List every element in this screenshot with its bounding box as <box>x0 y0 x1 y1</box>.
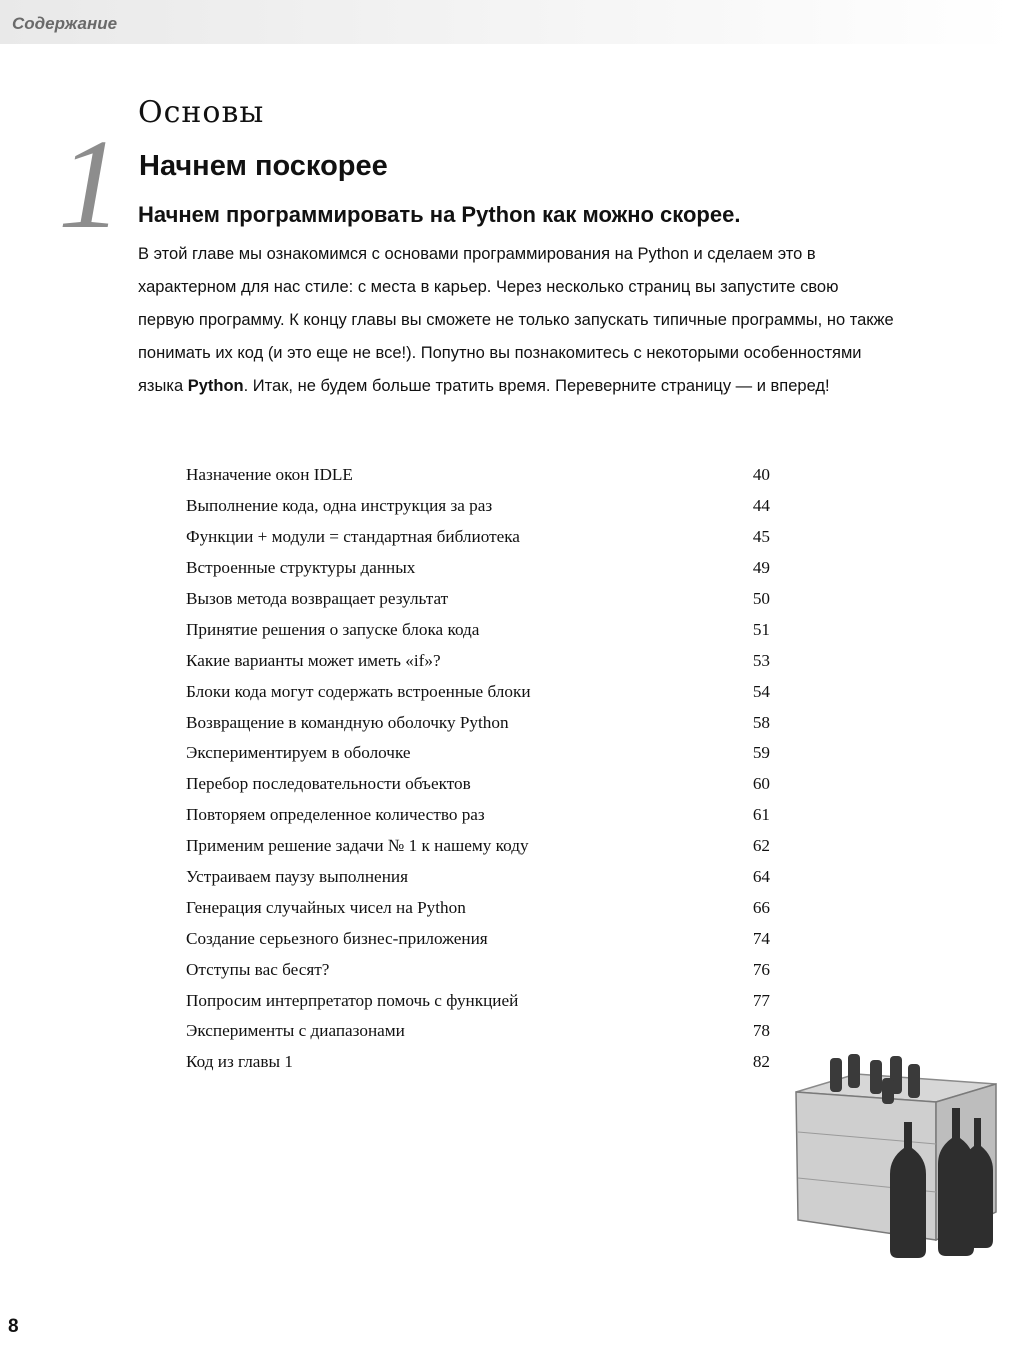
toc-entry-page: 60 <box>752 774 770 794</box>
toc-entry-page: 78 <box>752 1021 770 1041</box>
toc-entry-title: Перебор последовательности объектов <box>186 774 471 794</box>
toc-entry <box>186 676 770 707</box>
toc-entry <box>186 460 770 491</box>
toc-entry-title: Экспериментируем в оболочке <box>186 743 411 763</box>
intro-text-start: В этой главе мы ознакомимся с основами программирования на Python и сделаем это в характерном для нас стиле: с места в карьер. Через несколько страниц вы запустите свою первую программу. К концу главы вы сможете не только запускать типичные программы, но также понимать их код (и это еще не все!). Попутно вы познакомитесь с некоторыми особенностями языка <box>138 245 894 395</box>
toc-entry-title: Применим решение задачи № 1 к нашему коду <box>186 836 529 856</box>
toc-entry-page: 51 <box>752 619 770 639</box>
toc-list <box>186 460 770 1078</box>
toc-entry-title: Повторяем определенное количество раз <box>186 805 485 825</box>
toc-entry <box>186 553 770 584</box>
toc-entry <box>186 769 770 800</box>
toc-entry-title: Генерация случайных чисел на Python <box>186 897 466 917</box>
toc-entry <box>186 738 770 769</box>
toc-entry <box>186 645 770 676</box>
toc-entry-title: Какие варианты может иметь «if»? <box>186 650 441 670</box>
toc-entry <box>186 954 770 985</box>
toc-entry <box>186 862 770 893</box>
toc-entry <box>186 985 770 1016</box>
toc-entry <box>186 707 770 738</box>
toc-entry-page: 54 <box>752 681 770 701</box>
toc-entry-title: Эксперименты с диапазонами <box>186 1021 405 1041</box>
toc-entry-page: 53 <box>752 650 770 670</box>
toc-entry-page: 61 <box>752 805 770 825</box>
toc-entry-title: Блоки кода могут содержать встроенные блоки <box>186 681 531 701</box>
toc-entry-title: Выполнение кода, одна инструкция за раз <box>186 496 493 516</box>
toc-entry-title: Вызов метода возвращает результат <box>186 589 449 608</box>
toc-entry <box>186 584 770 615</box>
toc-entry-title: Принятие решения о запуске блока кода <box>186 619 480 639</box>
toc-entry-title: Возвращение в командную оболочку Python <box>186 712 509 732</box>
chapter-intro <box>138 238 898 403</box>
header-strip <box>0 0 1014 44</box>
toc-entry <box>186 831 770 862</box>
toc-entry-page: 50 <box>752 589 770 608</box>
toc-entry-title: Устраиваем паузу выполнения <box>186 867 408 887</box>
toc-entry-title: Назначение окон IDLE <box>186 465 353 485</box>
toc-entry-page: 44 <box>752 496 770 516</box>
toc-entry <box>186 923 770 954</box>
toc-entry-page: 76 <box>752 959 770 979</box>
bottle-crate-icon <box>786 1052 1004 1262</box>
toc-entry-title: Отступы вас бесят? <box>186 959 330 979</box>
page-number: 8 <box>8 1316 19 1337</box>
toc-entry <box>186 1047 770 1078</box>
chapter-title: Начнем поскорее <box>139 150 388 182</box>
toc-entry-page: 62 <box>752 836 770 856</box>
toc-entry-title: Попросим интерпретатор помочь с функцией <box>186 990 519 1010</box>
toc-entry-page: 40 <box>752 465 770 485</box>
toc-entry <box>186 800 770 831</box>
toc-entry <box>186 892 770 923</box>
toc-entry-page: 64 <box>752 867 770 887</box>
toc-entry-title: Функции + модули = стандартная библиотека <box>186 527 520 547</box>
chapter-number: 1 <box>58 113 122 255</box>
toc-entry-title: Создание серьезного бизнес-приложения <box>186 928 488 948</box>
toc-entry <box>186 614 770 645</box>
section-label: Основы <box>138 95 265 130</box>
toc-entry-page: 49 <box>752 558 770 578</box>
running-head: Содержание <box>12 14 118 33</box>
toc-entry-page: 77 <box>752 990 770 1010</box>
intro-text-end: . Итак, не будем больше тратить время. Переверните страницу — и вперед! <box>243 377 830 395</box>
toc-entry-page: 82 <box>752 1052 770 1072</box>
chapter-lead: Начнем программировать на Python как можно скорее. <box>138 202 741 227</box>
toc-entry-page: 45 <box>752 527 770 547</box>
toc-entry <box>186 491 770 522</box>
toc-entry <box>186 1016 770 1047</box>
toc-entry <box>186 522 770 553</box>
toc-entry-title: Встроенные структуры данных <box>186 558 416 578</box>
toc-entry-page: 59 <box>752 743 770 763</box>
toc-entry-page: 74 <box>752 928 770 948</box>
toc-entry-page: 66 <box>752 897 770 917</box>
toc-entry-title: Код из главы 1 <box>186 1052 293 1072</box>
toc-entry-page: 58 <box>752 712 770 732</box>
intro-text-bold: Python <box>187 377 244 395</box>
